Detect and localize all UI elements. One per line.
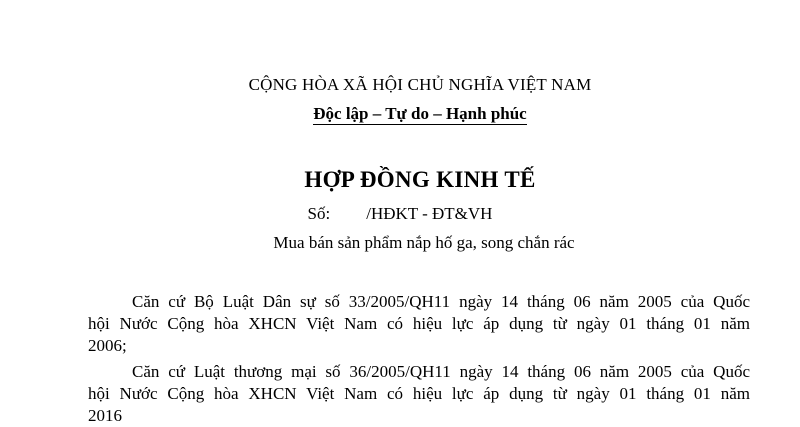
contract-number	[0, 204, 800, 224]
paragraph-line: Căn cứ Bộ Luật Dân sự số 33/2005/QH11 ngày 14 tháng 06 năm 2005 của Quốc	[132, 292, 750, 311]
contract-number-value: /HĐKT - ĐT&VH	[366, 204, 493, 223]
national-title: CỘNG HÒA XÃ HỘI CHỦ NGHĨA VIỆT NAM	[248, 75, 592, 94]
paragraph-line: 2006;	[88, 336, 127, 355]
paragraph-line: Căn cứ Luật thương mại số 36/2005/QH11 ngày 14 tháng 06 năm 2005 của Quốc	[132, 362, 750, 381]
national-motto-text: Độc lập – Tự do – Hạnh phúc	[313, 104, 527, 123]
contract-title: HỢP ĐỒNG KINH TẾ	[304, 167, 536, 192]
national-motto	[20, 104, 800, 124]
paragraph-line: 2016	[88, 406, 122, 425]
paragraph-line: hội Nước Cộng hòa XHCN Việt Nam có hiệu lực áp dụng từ ngày 01 tháng 01 năm	[88, 384, 750, 403]
legal-basis-paragraph	[88, 291, 750, 357]
contract-subject: Mua bán sản phẩm nắp hố ga, song chắn rác	[273, 233, 575, 252]
paragraph-line: hội Nước Cộng hòa XHCN Việt Nam có hiệu lực áp dụng từ ngày 01 tháng 01 năm	[88, 314, 750, 333]
contract-number-label: Số:	[307, 204, 331, 223]
legal-basis-paragraph	[88, 361, 750, 427]
